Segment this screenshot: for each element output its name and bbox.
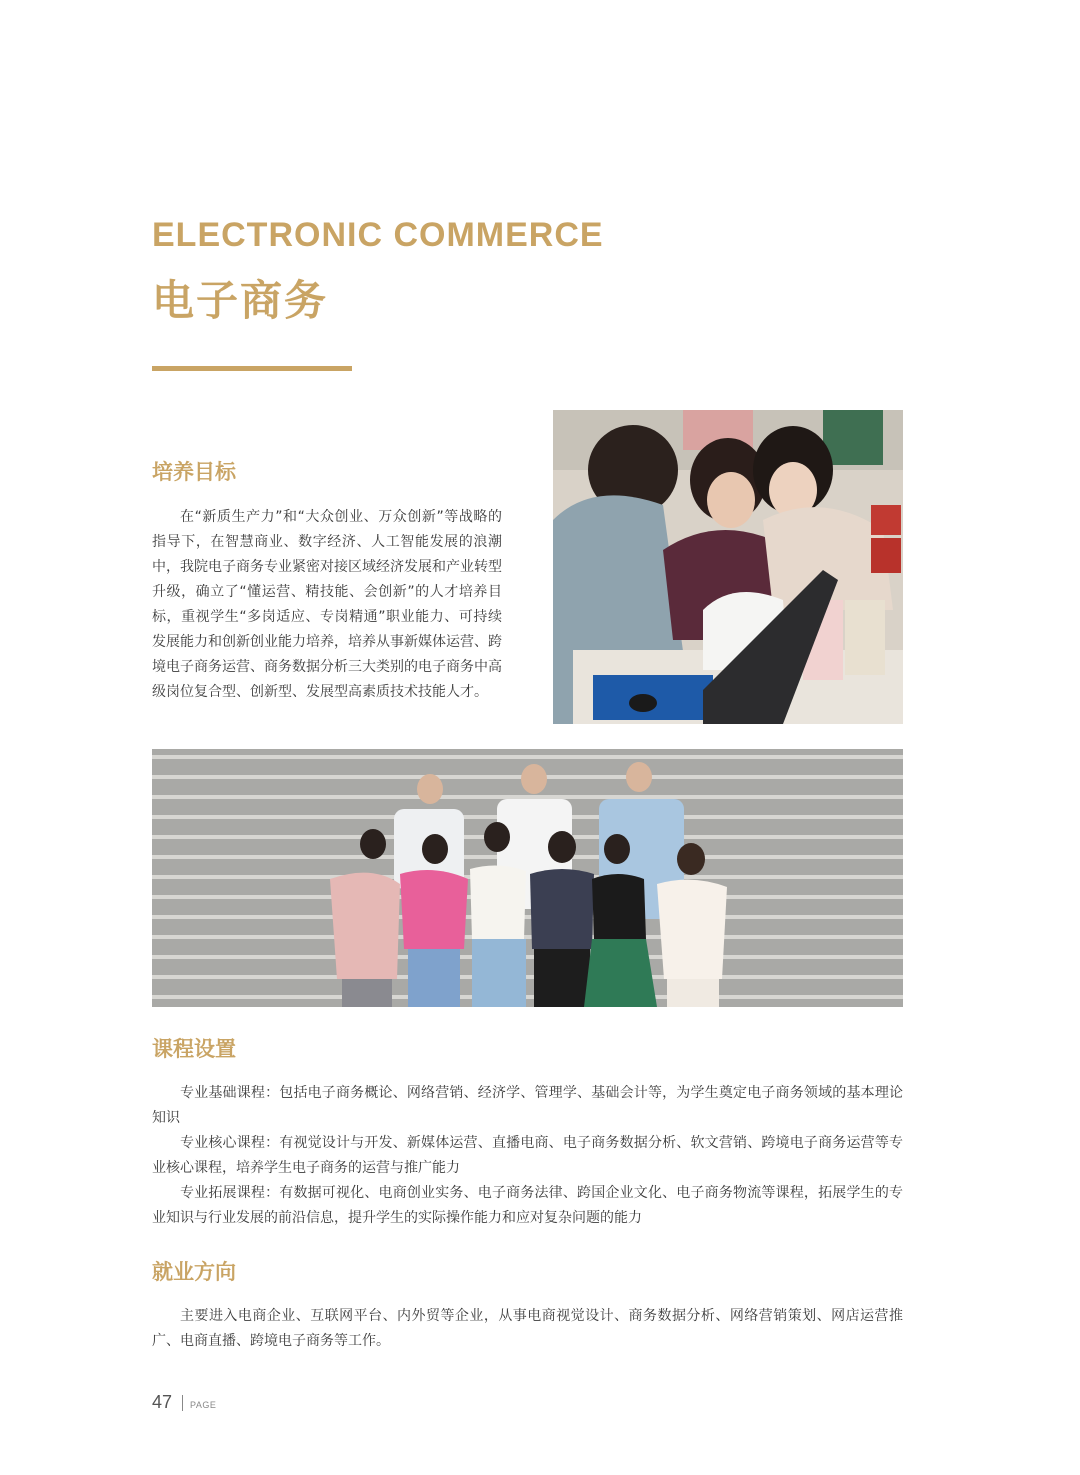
- title-chinese: 电子商务: [152, 276, 329, 325]
- section-heading-curriculum: 课程设置: [152, 1037, 236, 1061]
- section-heading-goal: 培养目标: [152, 460, 236, 484]
- page-label: PAGE: [190, 1399, 217, 1410]
- title-english: ELECTRONIC COMMERCE: [152, 216, 604, 254]
- curriculum-extension-paragraph: 专业拓展课程：有数据可视化、电商创业实务、电子商务法律、跨国企业文化、电子商务物流等课程，拓展学生的专业知识与行业发展的前沿信息，提升学生的实际操作能力和应对复杂问题的能力: [152, 1185, 903, 1226]
- career-paragraph: 主要进入电商企业、互联网平台、内外贸等企业，从事电商视觉设计、商务数据分析、网络营销策划、网店运营推广、电商直播、跨境电子商务等工作。: [152, 1308, 903, 1349]
- page-footer: [152, 1392, 216, 1413]
- curriculum-basic-paragraph: 专业基础课程：包括电子商务概论、网络营销、经济学、管理学、基础会计等，为学生奠定电子商务领域的基本理论知识: [152, 1085, 903, 1126]
- curriculum-core-paragraph: 专业核心课程：有视觉设计与开发、新媒体运营、直播电商、电子商务数据分析、软文营销、跨境电子商务运营等专业核心课程，培养学生电子商务的运营与推广能力: [152, 1135, 903, 1176]
- page-separator: [182, 1395, 183, 1411]
- students-laptop-photo: [553, 410, 903, 724]
- goal-paragraph: 在“新质生产力”和“大众创业、万众创新”等战略的指导下，在智慧商业、数字经济、人工智能发展的浪潮中，我院电子商务专业紧密对接区域经济发展和产业转型升级，确立了“懂运营、精技能、会创新”的人才培养目标，重视学生“多岗适应、专岗精通”职业能力、可持续发展能力和创新创业能力培养，培养从事新媒体运营、跨境电子商务运营、商务数据分析三大类别的电子商务中高级岗位复合型、创新型、发展型高素质技术技能人才。: [152, 509, 502, 700]
- faculty-group-photo: [152, 749, 903, 1007]
- section-heading-career: 就业方向: [152, 1260, 236, 1284]
- page-number: 47: [152, 1392, 173, 1412]
- title-divider: [152, 366, 352, 371]
